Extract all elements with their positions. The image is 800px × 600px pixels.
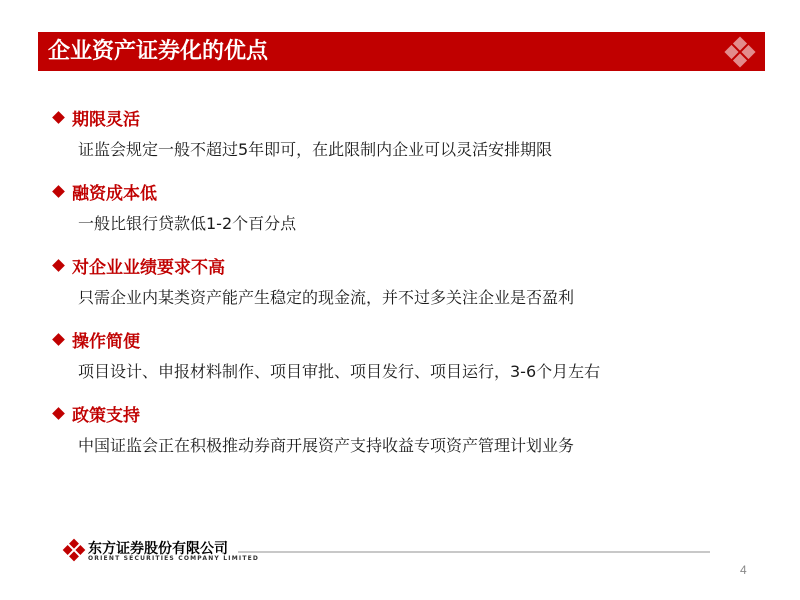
item-heading: 对企业业绩要求不高 (72, 257, 225, 278)
list-item (50, 322, 770, 396)
diamond-bullet-icon (52, 185, 65, 198)
item-description: 只需企业内某类资产能产生稳定的现金流，并不过多关注企业是否盈利 (78, 288, 575, 307)
item-heading: 政策支持 (72, 405, 140, 426)
item-description: 项目设计、申报材料制作、项目审批、项目发行、项目运行，3-6个月左右 (78, 362, 601, 381)
company-logo-icon (723, 35, 757, 69)
title-bar (38, 32, 765, 71)
list-item (50, 174, 770, 248)
page-number: 4 (740, 563, 747, 577)
list-item (50, 100, 770, 174)
item-description: 一般比银行贷款低1-2个百分点 (78, 214, 297, 233)
item-description: 证监会规定一般不超过5年即可，在此限制内企业可以灵活安排期限 (78, 140, 553, 159)
slide-title: 企业资产证券化的优点 (48, 39, 269, 64)
footer-divider (238, 551, 710, 553)
item-description: 中国证监会正在积极推动券商开展资产支持收益专项资产管理计划业务 (78, 436, 575, 455)
list-item (50, 248, 770, 322)
company-logo-icon (62, 538, 86, 562)
diamond-bullet-icon (52, 333, 65, 346)
company-name: 东方证券股份有限公司 (88, 541, 228, 557)
diamond-bullet-icon (52, 111, 65, 124)
company-name-en: ORIENT SECURITIES COMPANY LIMITED (88, 555, 260, 562)
item-heading: 期限灵活 (72, 109, 140, 130)
bullet-list (50, 100, 770, 470)
footer-company-logo (62, 536, 260, 566)
item-heading: 操作简便 (72, 331, 140, 352)
diamond-bullet-icon (52, 407, 65, 420)
list-item (50, 396, 770, 470)
item-heading: 融资成本低 (72, 183, 157, 204)
diamond-bullet-icon (52, 259, 65, 272)
